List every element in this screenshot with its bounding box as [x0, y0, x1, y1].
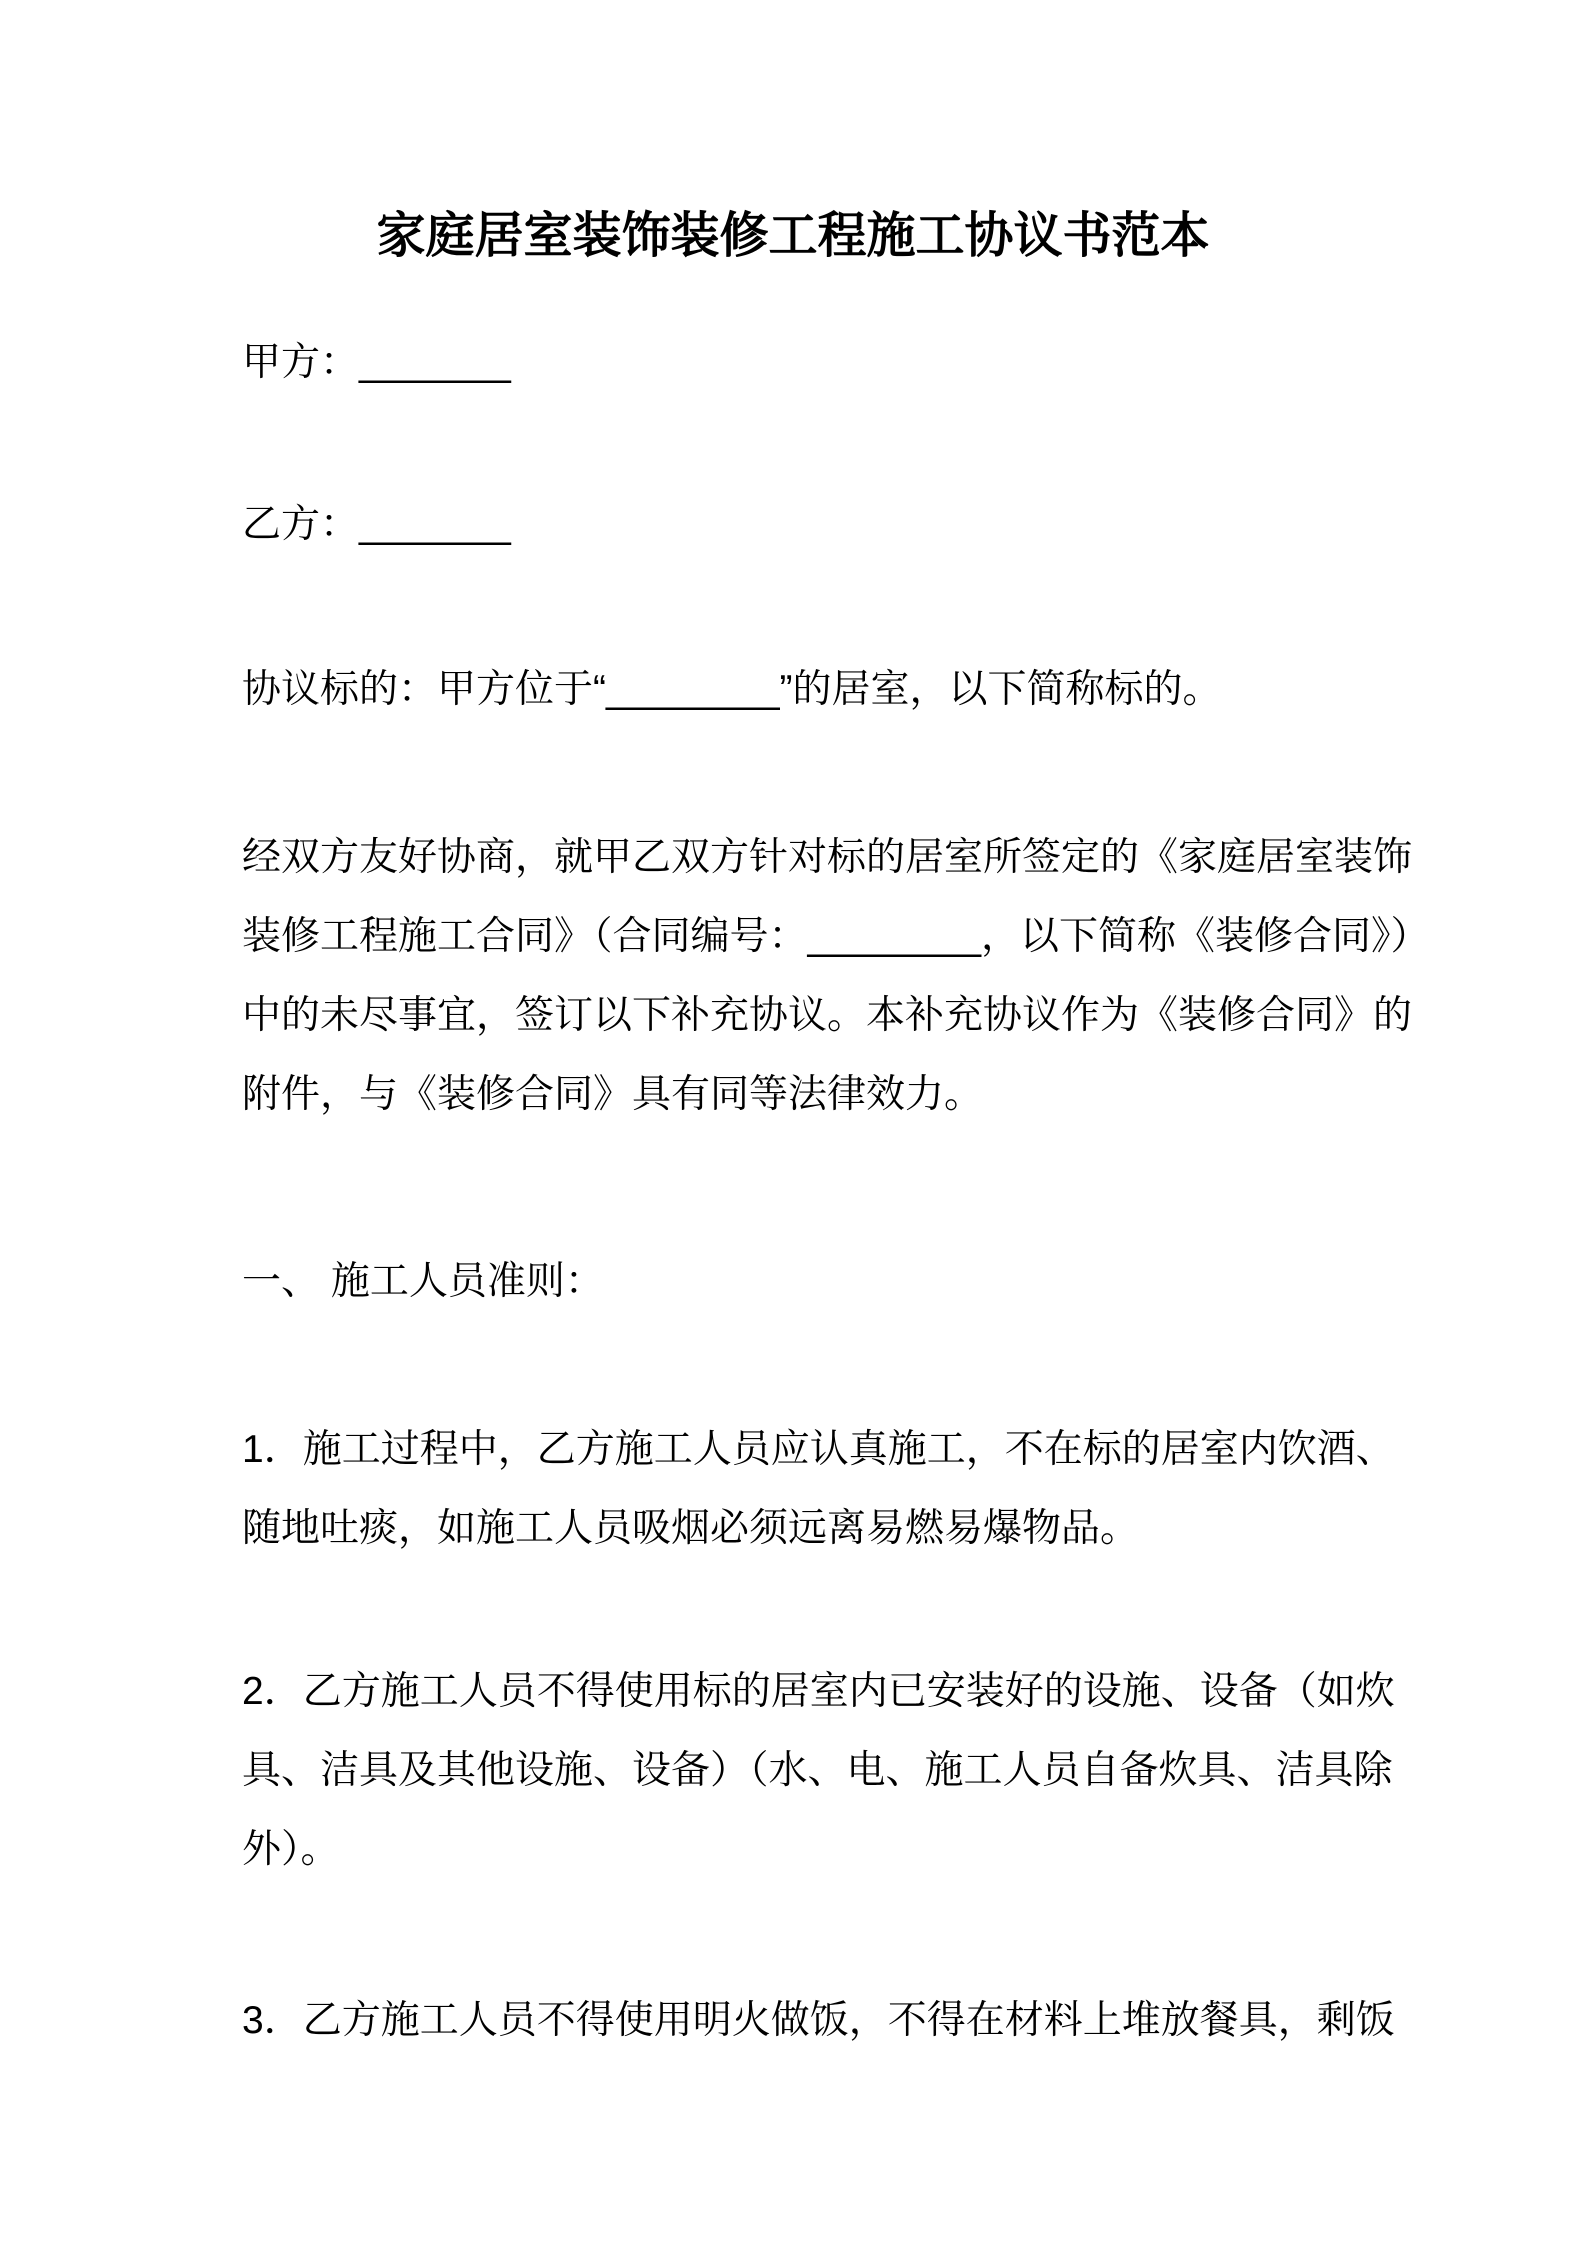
item-2-line-2: 具、洁具及其他设施、设备）（水、电、施工人员自备炊具、洁具除 [242, 1749, 1393, 1792]
item-2-line-3: 外）。 [242, 1828, 340, 1871]
item-1-line-1: 1．施工过程中，乙方施工人员应认真施工，不在标的居室内饮酒、 [242, 1428, 1395, 1471]
section-1-heading-block [242, 1242, 1344, 1321]
party-a-blank-line: 甲方：_______ [242, 341, 511, 384]
section-1-item-3 [242, 1981, 1395, 2060]
agreement-subject-section [242, 650, 1344, 729]
document-title: 家庭居室装饰装修工程施工协议书范本 [376, 209, 1210, 263]
preamble-line-3: 中的未尽事宜，签订以下补充协议。本补充协议作为《装修合同》的 [242, 994, 1413, 1037]
preamble-line-1: 经双方友好协商，就甲乙双方针对标的居室所签定的《家庭居室装饰 [242, 836, 1413, 879]
party-b-blank-line: 乙方：_______ [242, 503, 511, 546]
item-3-line-1: 3．乙方施工人员不得使用明火做饭，不得在材料上堆放餐具，剩饭 [242, 1999, 1395, 2042]
party-b-section [242, 485, 1344, 564]
section-1-item-2 [242, 1652, 1395, 1889]
preamble-paragraph [242, 818, 1430, 1134]
item-1-line-2: 随地吐痰，如施工人员吸烟必须远离易燃易爆物品。 [242, 1507, 1140, 1550]
preamble-line-2: 装修工程施工合同》（合同编号：________，以下简称《装修合同》） [242, 915, 1430, 958]
party-a-section [242, 323, 1344, 402]
agreement-subject-line: 协议标的：甲方位于“________”的居室，以下简称标的。 [242, 668, 1222, 711]
preamble-line-4: 附件，与《装修合同》具有同等法律效力。 [242, 1073, 984, 1116]
item-2-line-1: 2．乙方施工人员不得使用标的居室内已安装好的设施、设备（如炊 [242, 1670, 1395, 1713]
section-1-heading: 一、 施工人员准则： [242, 1260, 604, 1303]
section-1-item-1 [242, 1410, 1395, 1568]
